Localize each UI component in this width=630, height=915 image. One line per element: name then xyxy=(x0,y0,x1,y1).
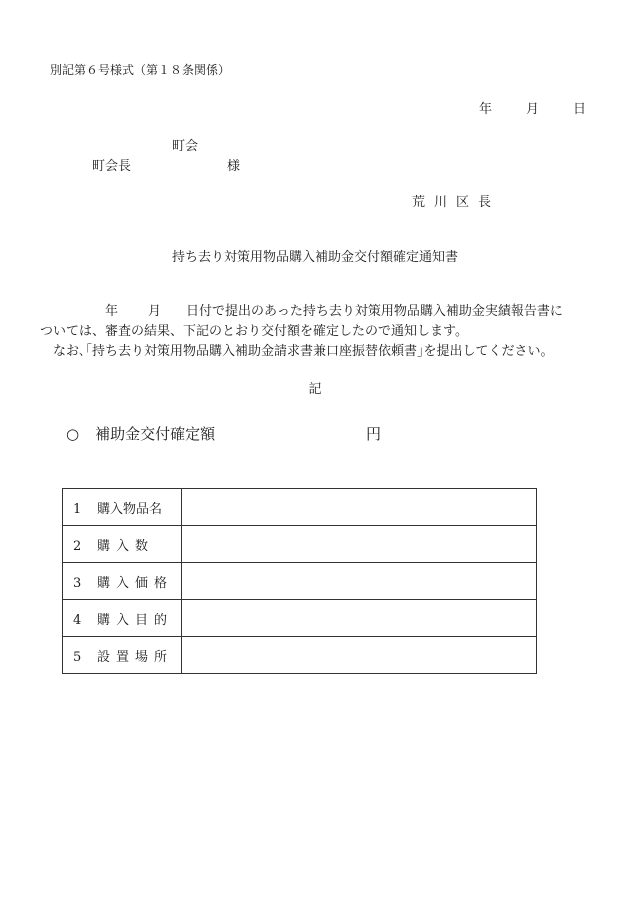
table-row xyxy=(63,489,537,526)
date-year: 年 xyxy=(478,102,492,117)
table-row xyxy=(63,526,537,563)
row-label: 購入物品名 xyxy=(97,501,163,517)
row-label-cell xyxy=(63,489,182,526)
addressee-town: 町会 xyxy=(172,139,199,154)
row-label: 購入価格 xyxy=(97,575,174,591)
items-table xyxy=(62,488,537,674)
row-number: 1 xyxy=(73,501,82,517)
row-label-cell xyxy=(63,637,182,674)
date-line xyxy=(479,98,586,117)
addressee-honorific: 様 xyxy=(227,159,241,174)
row-label: 設置場所 xyxy=(97,649,174,665)
row-label-cell xyxy=(63,526,182,563)
row-label-cell xyxy=(63,563,182,600)
table-row xyxy=(63,637,537,674)
sender-name: 荒川区長 xyxy=(412,195,501,210)
ki-heading: 記 xyxy=(308,382,322,397)
body-text xyxy=(40,302,600,362)
amount-unit: 円 xyxy=(366,425,382,443)
form-number: 別記第６号様式（第１８条関係） xyxy=(50,63,231,77)
row-value-cell[interactable] xyxy=(182,600,537,637)
table-row xyxy=(63,600,537,637)
row-number: 5 xyxy=(73,649,82,665)
row-label-cell xyxy=(63,600,182,637)
date-month: 月 xyxy=(525,102,539,117)
addressee-chair: 町会長 xyxy=(92,159,132,174)
body-line-1: 年 月 日付で提出のあった持ち去り対策用物品購入補助金実績報告書に xyxy=(105,304,563,319)
amount-line xyxy=(66,423,215,444)
row-value-cell[interactable] xyxy=(182,489,537,526)
body-line-2: ついては、審査の結果、下記のとおり交付額を確定したので通知します。 xyxy=(40,324,468,339)
row-number: 3 xyxy=(73,575,82,591)
row-value-cell[interactable] xyxy=(182,563,537,600)
circle-bullet-icon: ○ xyxy=(66,425,80,443)
row-label: 購入数 xyxy=(97,538,155,554)
amount-label: 補助金交付確定額 xyxy=(95,425,216,443)
row-number: 4 xyxy=(73,612,82,628)
date-day: 日 xyxy=(572,102,586,117)
row-number: 2 xyxy=(73,538,82,554)
row-value-cell[interactable] xyxy=(182,637,537,674)
row-label: 購入目的 xyxy=(97,612,174,628)
row-value-cell[interactable] xyxy=(182,526,537,563)
document-title: 持ち去り対策用物品購入補助金交付額確定通知書 xyxy=(171,250,458,265)
body-line-3: なお､｢持ち去り対策用物品購入補助金請求書兼口座振替依頼書｣を提出してください。 xyxy=(53,344,554,359)
table-row xyxy=(63,563,537,600)
